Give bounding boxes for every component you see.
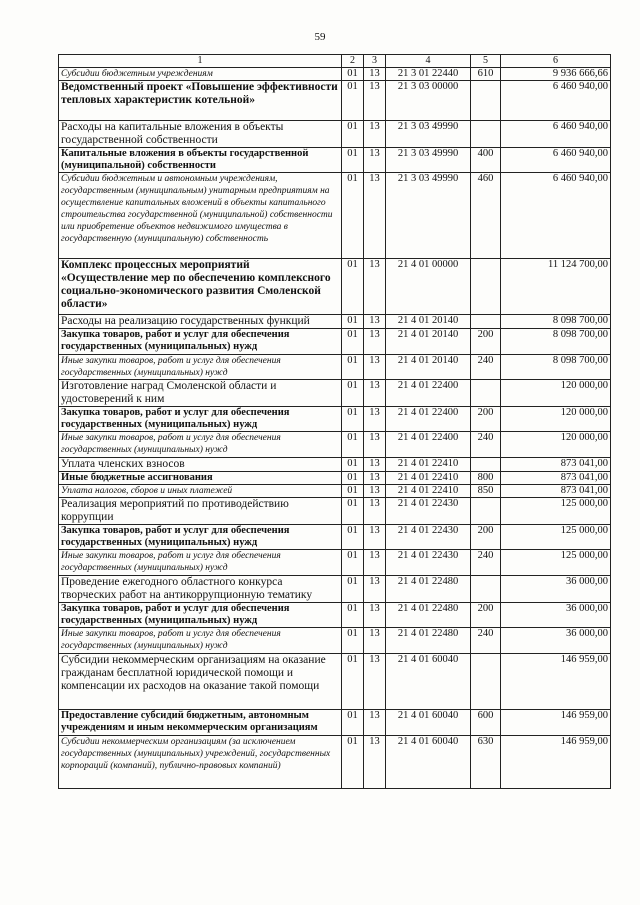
target-article-cell: 21 4 01 20140 <box>386 315 471 329</box>
target-article-cell: 21 4 01 22400 <box>386 380 471 407</box>
table-row <box>59 498 611 525</box>
subsection-code-cell: 13 <box>364 148 386 173</box>
amount-cell: 146 959,00 <box>501 654 611 710</box>
section-code-cell: 01 <box>342 355 364 380</box>
target-article-cell: 21 4 01 20140 <box>386 355 471 380</box>
expense-type-cell <box>471 81 501 121</box>
subsection-code-cell: 13 <box>364 380 386 407</box>
section-code-cell: 01 <box>342 432 364 458</box>
table-row <box>59 380 611 407</box>
subsection-code-cell: 13 <box>364 432 386 458</box>
table-row <box>59 654 611 710</box>
expense-type-cell <box>471 498 501 525</box>
section-code-cell: 01 <box>342 81 364 121</box>
section-code-cell: 01 <box>342 710 364 736</box>
subsection-code-cell: 13 <box>364 498 386 525</box>
amount-cell: 6 460 940,00 <box>501 173 611 259</box>
section-code-cell: 01 <box>342 628 364 654</box>
target-article-cell: 21 3 03 49990 <box>386 121 471 148</box>
subsection-code-cell: 13 <box>364 81 386 121</box>
row-name-cell: Иные закупки товаров, работ и услуг для обеспечения государственных (муниципальных) нужд <box>59 432 342 458</box>
expense-type-cell <box>471 315 501 329</box>
section-code-cell: 01 <box>342 315 364 329</box>
section-code-cell: 01 <box>342 329 364 355</box>
amount-cell: 9 936 666,66 <box>501 68 611 81</box>
expense-type-cell: 240 <box>471 628 501 654</box>
section-code-cell: 01 <box>342 498 364 525</box>
target-article-cell: 21 4 01 60040 <box>386 736 471 789</box>
column-header: 4 <box>386 55 471 68</box>
amount-cell: 873 041,00 <box>501 458 611 472</box>
section-code-cell: 01 <box>342 458 364 472</box>
section-code-cell: 01 <box>342 121 364 148</box>
table-row <box>59 710 611 736</box>
amount-cell: 36 000,00 <box>501 628 611 654</box>
subsection-code-cell: 13 <box>364 121 386 148</box>
row-name-cell: Закупка товаров, работ и услуг для обеспечения государственных (муниципальных) нужд <box>59 407 342 432</box>
subsection-code-cell: 13 <box>364 736 386 789</box>
table-row <box>59 148 611 173</box>
subsection-code-cell: 13 <box>364 458 386 472</box>
expense-type-cell <box>471 259 501 315</box>
column-header-row <box>59 55 611 68</box>
subsection-code-cell: 13 <box>364 259 386 315</box>
row-name-cell: Иные закупки товаров, работ и услуг для обеспечения государственных (муниципальных) нужд <box>59 355 342 380</box>
subsection-code-cell: 13 <box>364 68 386 81</box>
amount-cell: 6 460 940,00 <box>501 148 611 173</box>
amount-cell: 120 000,00 <box>501 407 611 432</box>
table-row <box>59 550 611 576</box>
row-name-cell: Субсидии бюджетным учреждениям <box>59 68 342 81</box>
expense-type-cell: 200 <box>471 603 501 628</box>
row-name-cell: Иные бюджетные ассигнования <box>59 472 342 485</box>
section-code-cell: 01 <box>342 472 364 485</box>
amount-cell: 125 000,00 <box>501 550 611 576</box>
table-row <box>59 173 611 259</box>
expense-type-cell: 240 <box>471 432 501 458</box>
budget-table <box>58 54 611 789</box>
subsection-code-cell: 13 <box>364 710 386 736</box>
amount-cell: 8 098 700,00 <box>501 355 611 380</box>
subsection-code-cell: 13 <box>364 576 386 603</box>
section-code-cell: 01 <box>342 525 364 550</box>
expense-type-cell: 850 <box>471 485 501 498</box>
amount-cell: 120 000,00 <box>501 432 611 458</box>
row-name-cell: Капитальные вложения в объекты государственной (муниципальной) собственности <box>59 148 342 173</box>
expense-type-cell: 200 <box>471 407 501 432</box>
target-article-cell: 21 4 01 22410 <box>386 472 471 485</box>
row-name-cell: Реализация мероприятий по противодействию коррупции <box>59 498 342 525</box>
section-code-cell: 01 <box>342 173 364 259</box>
expense-type-cell: 800 <box>471 472 501 485</box>
amount-cell: 8 098 700,00 <box>501 315 611 329</box>
amount-cell: 873 041,00 <box>501 485 611 498</box>
subsection-code-cell: 13 <box>364 628 386 654</box>
section-code-cell: 01 <box>342 68 364 81</box>
section-code-cell: 01 <box>342 259 364 315</box>
table-row <box>59 68 611 81</box>
target-article-cell: 21 3 01 22440 <box>386 68 471 81</box>
section-code-cell: 01 <box>342 550 364 576</box>
expense-type-cell <box>471 654 501 710</box>
subsection-code-cell: 13 <box>364 407 386 432</box>
table-row <box>59 485 611 498</box>
section-code-cell: 01 <box>342 485 364 498</box>
amount-cell: 120 000,00 <box>501 380 611 407</box>
subsection-code-cell: 13 <box>364 173 386 259</box>
column-header: 2 <box>342 55 364 68</box>
expense-type-cell: 400 <box>471 148 501 173</box>
expense-type-cell: 600 <box>471 710 501 736</box>
subsection-code-cell: 13 <box>364 550 386 576</box>
subsection-code-cell: 13 <box>364 315 386 329</box>
target-article-cell: 21 3 03 49990 <box>386 148 471 173</box>
subsection-code-cell: 13 <box>364 525 386 550</box>
table-row <box>59 736 611 789</box>
subsection-code-cell: 13 <box>364 472 386 485</box>
section-code-cell: 01 <box>342 380 364 407</box>
expense-type-cell <box>471 121 501 148</box>
amount-cell: 125 000,00 <box>501 498 611 525</box>
target-article-cell: 21 4 01 22480 <box>386 603 471 628</box>
target-article-cell: 21 4 01 60040 <box>386 654 471 710</box>
expense-type-cell <box>471 458 501 472</box>
amount-cell: 125 000,00 <box>501 525 611 550</box>
target-article-cell: 21 4 01 00000 <box>386 259 471 315</box>
column-header: 6 <box>501 55 611 68</box>
amount-cell: 8 098 700,00 <box>501 329 611 355</box>
target-article-cell: 21 4 01 22400 <box>386 432 471 458</box>
row-name-cell: Расходы на реализацию государственных функций <box>59 315 342 329</box>
table-row <box>59 458 611 472</box>
expense-type-cell: 460 <box>471 173 501 259</box>
row-name-cell: Закупка товаров, работ и услуг для обеспечения государственных (муниципальных) нужд <box>59 603 342 628</box>
table-row <box>59 472 611 485</box>
column-header: 1 <box>59 55 342 68</box>
target-article-cell: 21 4 01 60040 <box>386 710 471 736</box>
expense-type-cell: 240 <box>471 550 501 576</box>
table-row <box>59 407 611 432</box>
table-row <box>59 525 611 550</box>
row-name-cell: Субсидии некоммерческим организациям (за исключением государственных (муниципальных) учреждений, государственных корпораций (компаний), публично-правовых компаний) <box>59 736 342 789</box>
row-name-cell: Закупка товаров, работ и услуг для обеспечения государственных (муниципальных) нужд <box>59 525 342 550</box>
row-name-cell: Субсидии бюджетным и автономным учреждениям, государственным (муниципальным) унитарным предприятиям на осуществление капитальных вложений в объекты капитального строительства государственной (муниципальной) собственности или приобретение объектов недвижимого имущества в государственную (муниципальную) собственность <box>59 173 342 259</box>
target-article-cell: 21 3 03 00000 <box>386 81 471 121</box>
amount-cell: 11 124 700,00 <box>501 259 611 315</box>
target-article-cell: 21 4 01 22410 <box>386 458 471 472</box>
row-name-cell: Ведомственный проект «Повышение эффективности тепловых характеристик котельной» <box>59 81 342 121</box>
subsection-code-cell: 13 <box>364 355 386 380</box>
expense-type-cell: 630 <box>471 736 501 789</box>
expense-type-cell <box>471 576 501 603</box>
target-article-cell: 21 3 03 49990 <box>386 173 471 259</box>
row-name-cell: Изготовление наград Смоленской области и удостоверений к ним <box>59 380 342 407</box>
expense-type-cell: 610 <box>471 68 501 81</box>
row-name-cell: Уплата налогов, сборов и иных платежей <box>59 485 342 498</box>
column-header: 3 <box>364 55 386 68</box>
amount-cell: 873 041,00 <box>501 472 611 485</box>
amount-cell: 36 000,00 <box>501 576 611 603</box>
row-name-cell: Предоставление субсидий бюджетным, автономным учреждениям и иным некоммерческим организациям <box>59 710 342 736</box>
column-header: 5 <box>471 55 501 68</box>
table-row <box>59 628 611 654</box>
subsection-code-cell: 13 <box>364 654 386 710</box>
row-name-cell: Комплекс процессных мероприятий «Осуществление мер по обеспечению комплексного социально-экономического развития Смоленской области» <box>59 259 342 315</box>
amount-cell: 36 000,00 <box>501 603 611 628</box>
expense-type-cell <box>471 380 501 407</box>
amount-cell: 146 959,00 <box>501 736 611 789</box>
target-article-cell: 21 4 01 22430 <box>386 498 471 525</box>
row-name-cell: Расходы на капитальные вложения в объекты государственной собственности <box>59 121 342 148</box>
table-row <box>59 121 611 148</box>
table-row <box>59 315 611 329</box>
subsection-code-cell: 13 <box>364 329 386 355</box>
section-code-cell: 01 <box>342 576 364 603</box>
section-code-cell: 01 <box>342 603 364 628</box>
amount-cell: 6 460 940,00 <box>501 121 611 148</box>
target-article-cell: 21 4 01 22430 <box>386 550 471 576</box>
amount-cell: 146 959,00 <box>501 710 611 736</box>
table-row <box>59 355 611 380</box>
section-code-cell: 01 <box>342 654 364 710</box>
row-name-cell: Закупка товаров, работ и услуг для обеспечения государственных (муниципальных) нужд <box>59 329 342 355</box>
table-row <box>59 576 611 603</box>
subsection-code-cell: 13 <box>364 485 386 498</box>
table-row <box>59 432 611 458</box>
target-article-cell: 21 4 01 22430 <box>386 525 471 550</box>
table-row <box>59 329 611 355</box>
amount-cell: 6 460 940,00 <box>501 81 611 121</box>
row-name-cell: Уплата членских взносов <box>59 458 342 472</box>
target-article-cell: 21 4 01 20140 <box>386 329 471 355</box>
row-name-cell: Проведение ежегодного областного конкурса творческих работ на антикоррупционную тематику <box>59 576 342 603</box>
target-article-cell: 21 4 01 22410 <box>386 485 471 498</box>
section-code-cell: 01 <box>342 736 364 789</box>
target-article-cell: 21 4 01 22480 <box>386 576 471 603</box>
page-number: 59 <box>314 31 326 43</box>
row-name-cell: Иные закупки товаров, работ и услуг для обеспечения государственных (муниципальных) нужд <box>59 628 342 654</box>
section-code-cell: 01 <box>342 148 364 173</box>
target-article-cell: 21 4 01 22480 <box>386 628 471 654</box>
row-name-cell: Иные закупки товаров, работ и услуг для обеспечения государственных (муниципальных) нужд <box>59 550 342 576</box>
expense-type-cell: 200 <box>471 525 501 550</box>
expense-type-cell: 200 <box>471 329 501 355</box>
table-row <box>59 259 611 315</box>
section-code-cell: 01 <box>342 407 364 432</box>
table-row <box>59 603 611 628</box>
table-row <box>59 81 611 121</box>
row-name-cell: Субсидии некоммерческим организациям на оказание гражданам бесплатной юридической помощи и компенсации их расходов на оказание такой помощи <box>59 654 342 710</box>
subsection-code-cell: 13 <box>364 603 386 628</box>
expense-type-cell: 240 <box>471 355 501 380</box>
target-article-cell: 21 4 01 22400 <box>386 407 471 432</box>
